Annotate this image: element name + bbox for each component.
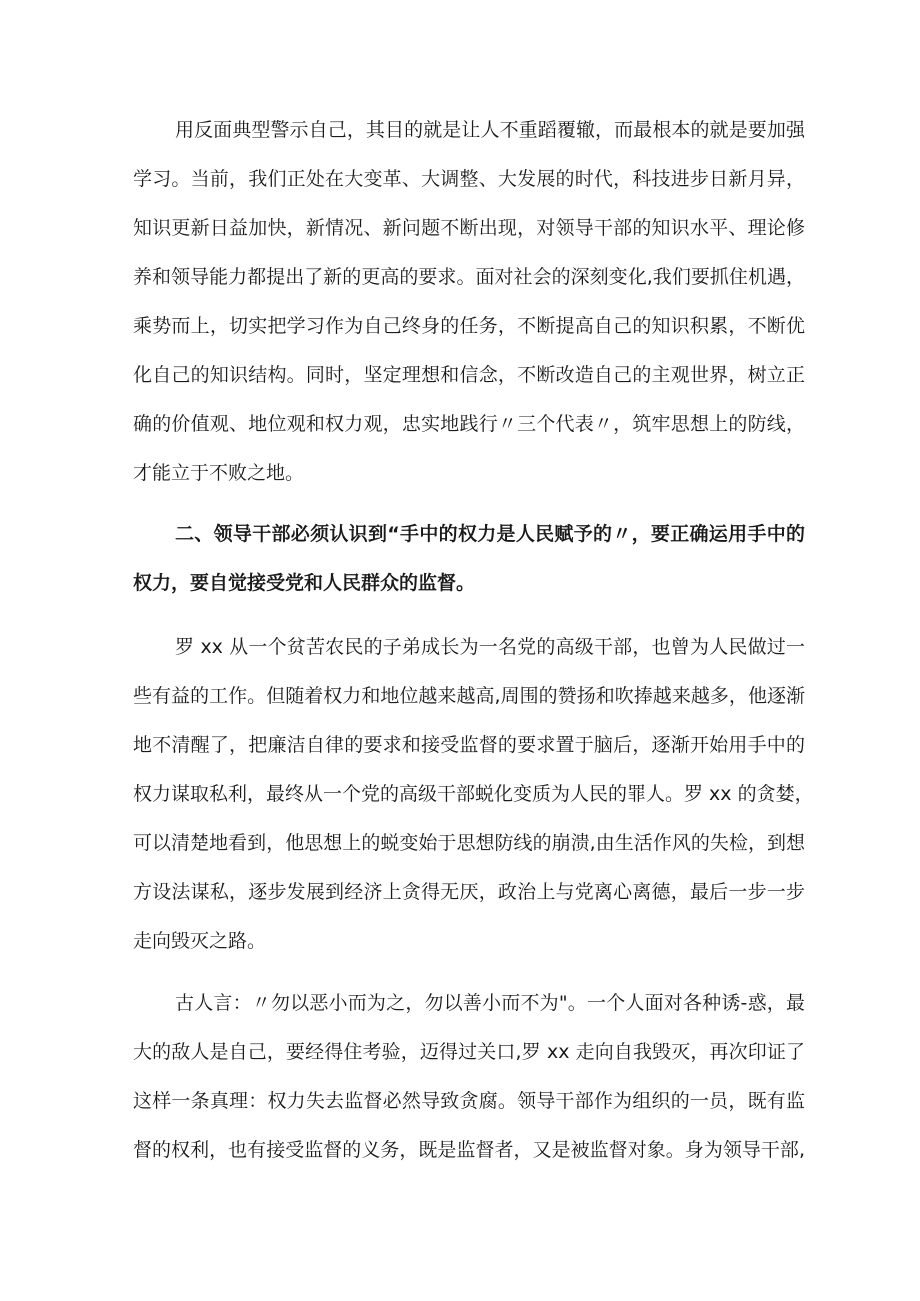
paragraph-case bbox=[133, 623, 814, 966]
text-line: 督的权利，也有接受监督的义务，既是监督者，又是被监督对象。身为领导干部, bbox=[133, 1139, 805, 1161]
text-line: 化自己的知识结构。同时，坚定理想和信念，不断改造自己的主观世界，树立正 bbox=[133, 364, 805, 386]
text-line: 权力谋取私利，最终从一个党的高级干部蜕化变质为人民的罪人。罗 xx 的贪婪， bbox=[133, 783, 814, 805]
text-line: 这样一条真理：权力失去监督必然导致贪腐。领导干部作为组织的一员，既有监 bbox=[133, 1090, 805, 1112]
text-line: 学习。当前，我们正处在大变革、大调整、大发展的时代，科技进步日新月异， bbox=[133, 168, 805, 190]
heading-line: 权力，要自觉接受党和人民群众的监督。 bbox=[133, 572, 476, 594]
text-line: 地不清醒了，把廉洁自律的要求和接受监督的要求置于脑后，逐渐开始用手中的 bbox=[133, 734, 805, 756]
text-line: 才能立于不败之地。 bbox=[133, 462, 305, 484]
section-heading bbox=[133, 510, 805, 608]
text-line: 养和领导能力都提出了新的更高的要求。面对社会的深刻变化,我们要抓住机遇， bbox=[133, 266, 805, 288]
text-line: 确的价值观、地位观和权力观，忠实地践行〃三个代表〃，筑牢思想上的防线， bbox=[133, 413, 805, 435]
paragraph-study bbox=[133, 106, 805, 498]
text-line: 可以清楚地看到，他思想上的蜕变始于思想防线的崩溃,由生活作风的失检，到想 bbox=[133, 832, 805, 854]
text-line: 用反面典型警示自己，其目的就是让人不重蹈覆辙，而最根本的就是要加强 bbox=[175, 119, 805, 141]
text-line: 走向毁灭之路。 bbox=[133, 930, 267, 952]
paragraph-supervision bbox=[133, 979, 805, 1175]
text-line: 方设法谋私，逐步发展到经济上贪得无厌，政治上与党离心离德，最后一步一步 bbox=[133, 881, 805, 903]
text-line: 知识更新日益加快，新情况、新问题不断出现，对领导干部的知识水平、理论修 bbox=[133, 217, 805, 239]
text-line: 乘势而上，切实把学习作为自己终身的任务，不断提高自己的知识积累，不断优 bbox=[133, 315, 805, 337]
text-line: 古人言：〃勿以恶小而为之，勿以善小而不为"。一个人面对各种诱-惑，最 bbox=[175, 992, 805, 1014]
text-line: 罗 xx 从一个贫苦农民的子弟成长为一名党的高级干部，也曾为人民做过一 bbox=[175, 636, 805, 658]
heading-line: 二、领导干部必须认识到“手中的权力是人民赋予的〃，要正确运用手中的 bbox=[175, 523, 805, 545]
text-line: 些有益的工作。但随着权力和地位越来越高,周围的赞扬和吹捧越来越多，他逐渐 bbox=[133, 685, 805, 707]
text-line: 大的敌人是自己，要经得住考验，迈得过关口,罗 xx 走向自我毁灭，再次印证了 bbox=[133, 1041, 805, 1063]
